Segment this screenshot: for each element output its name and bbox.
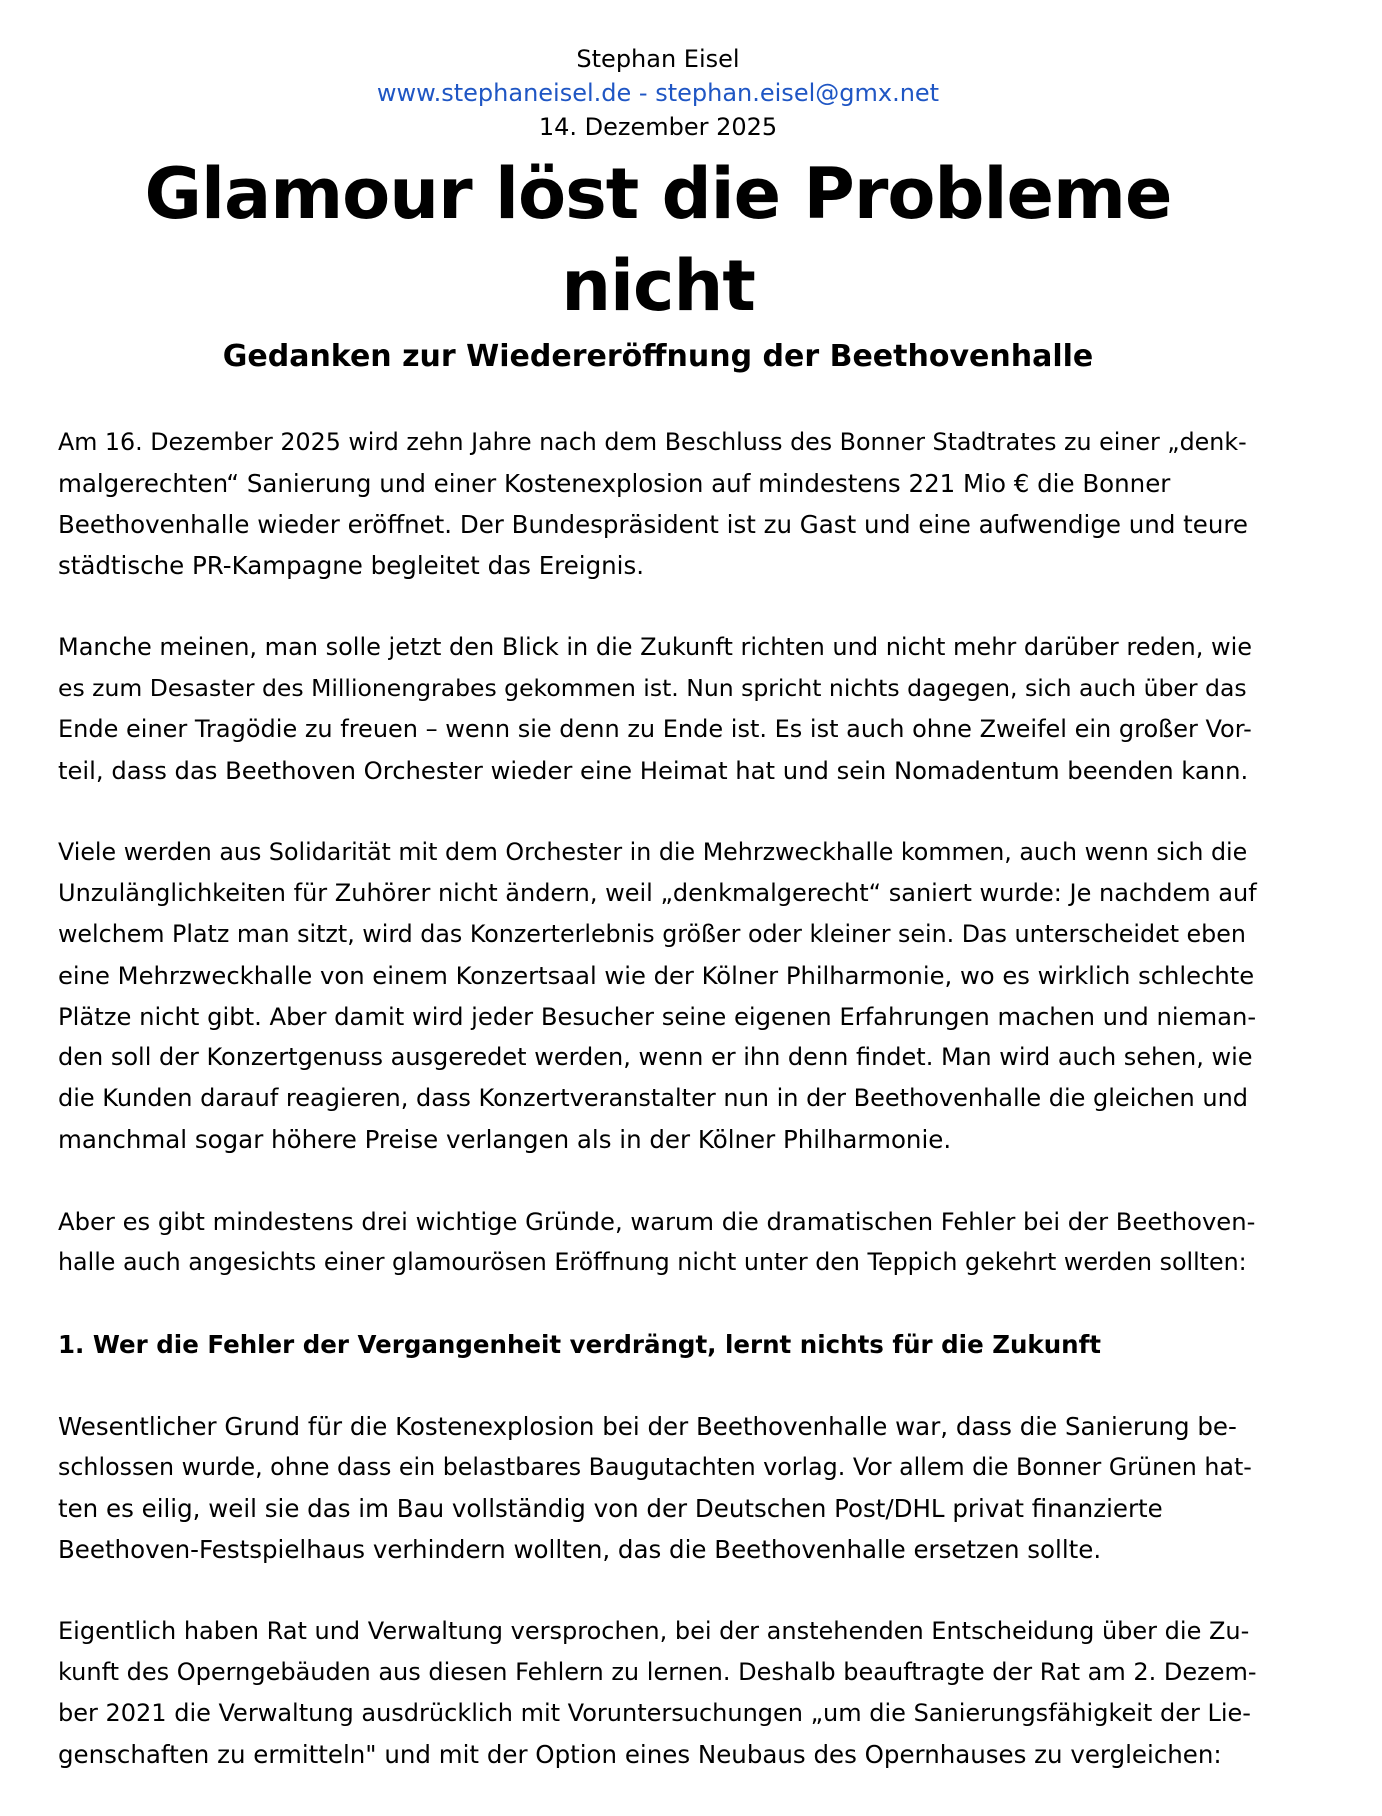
document-date: 14. Dezember 2025 [538, 113, 778, 141]
paragraph-line: schlossen wurde, ohne dass ein belastbares Baugutachten vorlag. Vor allem die Bonner Grünen hat- [58, 1453, 1252, 1481]
paragraph-line: Plätze nicht gibt. Aber damit wird jeder Besucher seine eigenen Erfahrungen machen und nieman- [58, 1002, 1257, 1031]
document-subtitle: Gedanken zur Wiedereröffnung der Beethovenhalle [222, 339, 1094, 374]
contact-separator: - [631, 79, 656, 107]
document-page [58, 0, 1258, 1816]
paragraph-line: kunft des Operngebäuden aus diesen Fehlern zu lernen. Deshalb beauftragte der Rat am 2. Dezem- [58, 1658, 1257, 1686]
paragraph-line: malgerechten“ Sanierung und einer Kostenexplosion auf mindestens 221 Mio € die Bonner [58, 469, 1171, 498]
paragraph-line: Ende einer Tragödie zu freuen – wenn sie denn zu Ende ist. Es ist auch ohne Zweifel ein großer Vor- [58, 715, 1252, 743]
paragraph [58, 422, 1258, 586]
paragraph-line: Unzulänglichkeiten für Zuhörer nicht ändern, weil „denkmalgerecht“ saniert wurde: Je nachdem auf [58, 879, 1257, 907]
paragraph-line: 1. Wer die Fehler der Vergangenheit verdrängt, lernt nichts für die Zukunft [58, 1330, 1101, 1359]
paragraph [58, 1611, 1258, 1775]
paragraph-line: Eigentlich haben Rat und Verwaltung versprochen, bei der anstehenden Entscheidung über die Zu- [58, 1617, 1250, 1645]
author-name: Stephan Eisel [576, 45, 740, 73]
paragraph-line: welchem Platz man sitzt, wird das Konzerterlebnis größer oder kleiner sein. Das unterscheidet eben [58, 920, 1246, 948]
paragraph-line: es zum Desaster des Millionengrabes gekommen ist. Nun spricht nichts dagegen, sich auch über das [58, 674, 1247, 702]
paragraph-line: die Kunden darauf reagieren, dass Konzertveranstalter nun in der Beethovenhalle die gleichen und [58, 1084, 1249, 1112]
paragraph [58, 832, 1258, 1160]
paragraph [58, 1406, 1258, 1570]
website-link[interactable]: www.stephaneisel.de [376, 79, 632, 107]
paragraph-line: den soll der Konzertgenuss ausgeredet werden, wenn er ihn denn findet. Man wird auch sehen, wie [58, 1043, 1253, 1071]
document-title: Glamour löst die Probleme nicht [144, 153, 1172, 327]
paragraph [58, 627, 1258, 791]
paragraph-line: Am 16. Dezember 2025 wird zehn Jahre nach dem Beschluss des Bonner Stadtrates zu einer „denk- [58, 428, 1247, 456]
email-link[interactable]: stephan.eisel@gmx.net [655, 79, 940, 107]
paragraph-line: teil, dass das Beethoven Orchester wieder eine Heimat hat und sein Nomadentum beenden kann. [58, 756, 1249, 785]
paragraph-line: halle auch angesichts einer glamourösen Eröffnung nicht unter den Teppich gekehrt werden sollten: [58, 1248, 1247, 1276]
paragraph-line: Beethoven-Festspielhaus verhindern wollten, das die Beethovenhalle ersetzen sollte. [58, 1535, 1102, 1564]
section-heading [58, 1324, 1258, 1365]
paragraph [58, 1201, 1258, 1283]
document-header [58, 0, 1258, 144]
paragraph-line: manchmal sogar höhere Preise verlangen als in der Kölner Philharmonie. [58, 1125, 952, 1154]
paragraph-line: Beethovenhalle wieder eröffnet. Der Bundespräsident ist zu Gast und eine aufwendige und teure [58, 510, 1248, 539]
paragraph-line: genschaften zu ermitteln" und mit der Option eines Neubaus des Opernhauses zu vergleichen: [58, 1740, 1222, 1769]
paragraph-line: Wesentlicher Grund für die Kostenexplosion bei der Beethovenhalle war, dass die Sanierung be- [58, 1412, 1237, 1441]
paragraph-line: Viele werden aus Solidarität mit dem Orchester in die Mehrzweckhalle kommen, auch wenn sich die [58, 838, 1248, 866]
paragraph-line: Manche meinen, man solle jetzt den Blick in die Zukunft richten und nicht mehr darüber reden, wie [58, 633, 1253, 661]
paragraph-line: ber 2021 die Verwaltung ausdrücklich mit Voruntersuchungen „um die Sanierungsfähigkeit der Lie- [58, 1699, 1251, 1727]
contact-line [58, 76, 1258, 110]
paragraph-line: eine Mehrzweckhalle von einem Konzertsaal wie der Kölner Philharmonie, wo es wirklich schlechte [58, 961, 1255, 990]
paragraph-line: ten es eilig, weil sie das im Bau vollständig von der Deutschen Post/DHL privat finanzierte [58, 1494, 1163, 1523]
document-body [58, 422, 1258, 1775]
paragraph-line: städtische PR-Kampagne begleitet das Ereignis. [58, 551, 645, 580]
paragraph-line: Aber es gibt mindestens drei wichtige Gründe, warum die dramatischen Fehler bei der Beethoven- [58, 1207, 1256, 1236]
